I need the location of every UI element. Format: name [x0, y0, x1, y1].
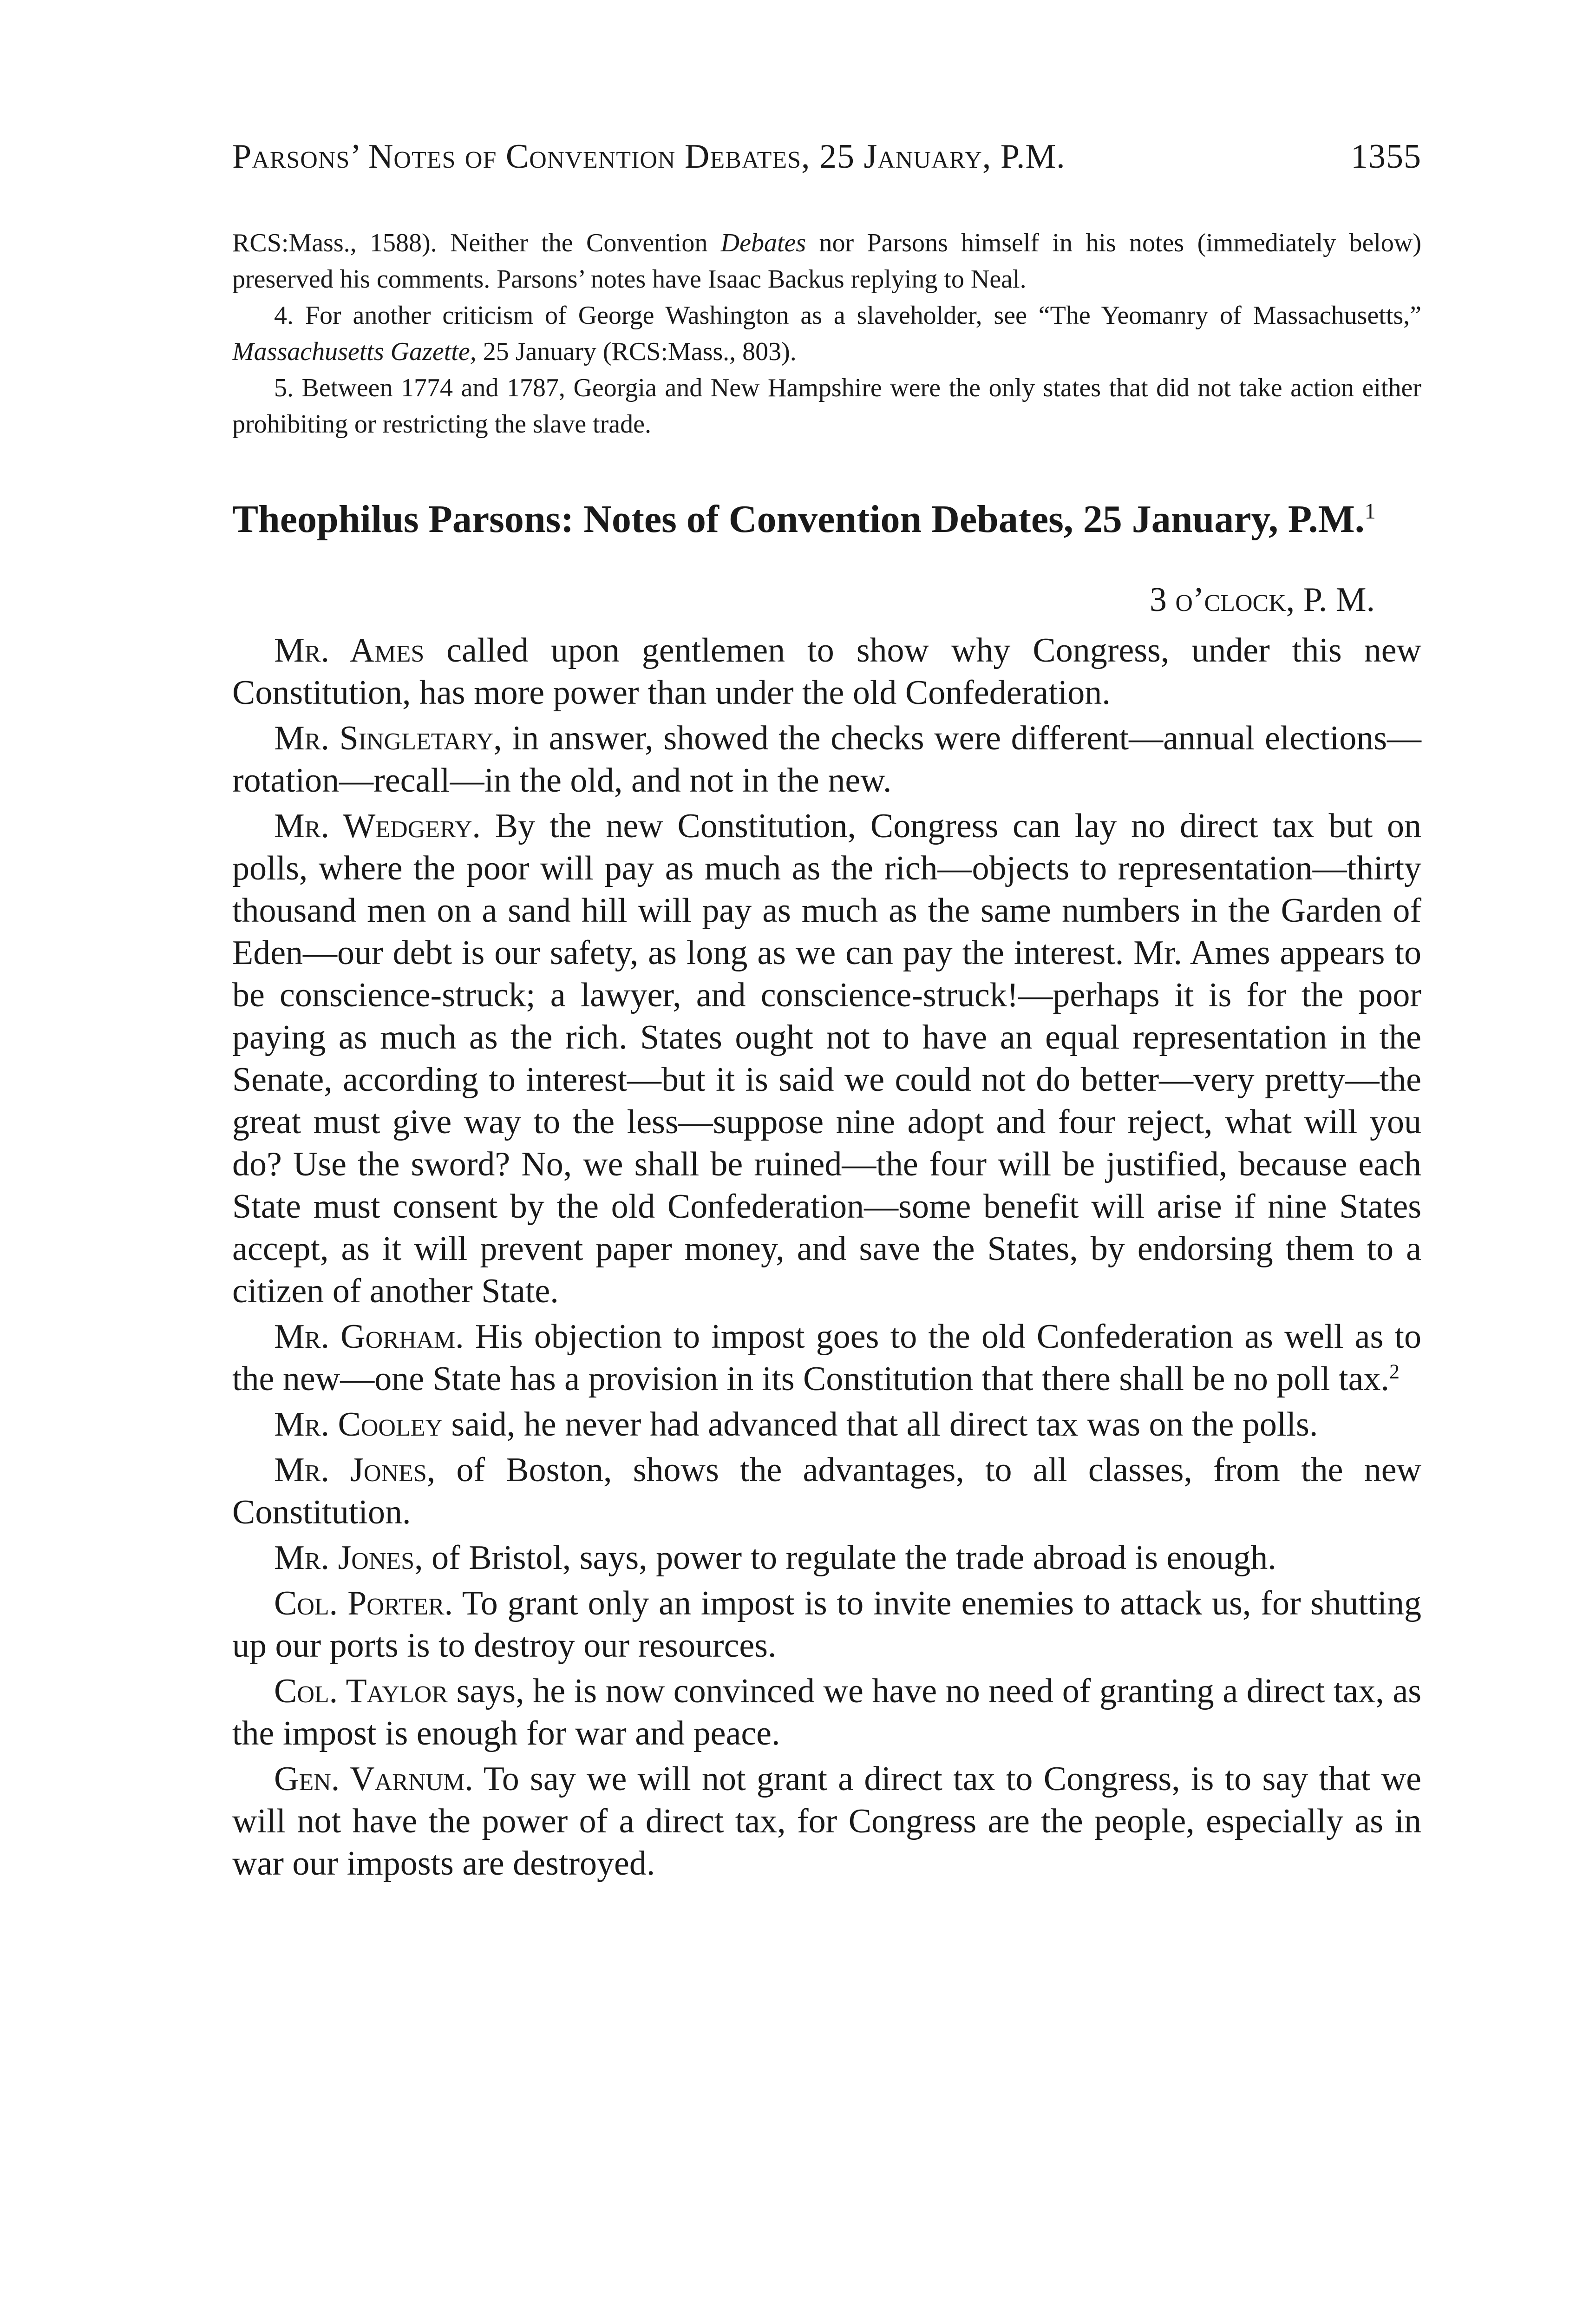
speech [232, 1579, 1421, 1667]
speech-text: By the new Constitution, Congress can lay no direct tax but on polls, where the poor will pay as much as the rich—objects to representation—thirty thousand men on a sand hill will pay as much as the same numbers in the Garden of Eden—our debt is our safety, as long as we can pay the interest. Mr. Ames appears to be conscience-struck; a lawyer, and conscience-struck!—perhaps it is for the poor paying as much as the rich. States ought not to have an equal representation in the Senate, according to interest—but it is said we could not do better—very pretty—the great must give way to the less—suppose nine adopt and four reject, what will you do? Use the sword? No, we shall be ruined—the four will be justified, because each State must consent by the old Confederation—some benefit will arise if nine States accept, as it will prevent paper money, and save the States, by endorsing them to a citizen of another State. [232, 807, 1421, 1311]
document-title [232, 498, 1421, 541]
speaker-name: Mr. Singletary, [274, 719, 502, 758]
speech-text: His objection to impost goes to the old Confederation as well as to the new—one State has a provision in its Constitution that there shall be no poll tax. [232, 1318, 1421, 1398]
speech-text: To say we will not grant a direct tax to Congress, is to say that we will not have the power of a direct tax, for Congress are the people, especially as in war our imposts are destroyed. [232, 1760, 1421, 1883]
speech [232, 1667, 1421, 1755]
page [232, 139, 1421, 1885]
speech-text: says, he is now convinced we have no need of granting a direct tax, as the impost is enough for war and peace. [232, 1672, 1421, 1753]
footnote-text: RCS:Mass., 1588). Neither the Convention [232, 229, 721, 257]
note-ref: 2 [1389, 1360, 1400, 1383]
footnote-continued [232, 225, 1421, 297]
speech-text: of Boston, shows the advantages, to all classes, from the new Constitution. [232, 1451, 1421, 1532]
footnote-italic: Massachusetts Gazette, [232, 337, 477, 366]
footnote-text: 4. For another criticism of George Washington as a slaveholder, see “The Yeomanry of Massachusetts,” [274, 301, 1421, 330]
footnote-italic: Debates [720, 229, 806, 257]
speaker-name: Mr. Jones, [274, 1451, 436, 1490]
footnote-4 [232, 297, 1421, 370]
page-number: 1355 [1351, 138, 1421, 176]
speech [232, 1312, 1421, 1400]
speech [232, 1446, 1421, 1534]
footnote-text: 25 January (RCS:Mass., 803). [476, 337, 797, 366]
speech [232, 802, 1421, 1312]
title-note-ref: 1 [1364, 499, 1376, 524]
speech-text: To grant only an impost is to invite enemies to attack us, for shutting up our ports is to destroy our resources. [232, 1584, 1421, 1665]
debate-notes [232, 626, 1421, 1885]
running-head [232, 139, 1421, 174]
speech [232, 626, 1421, 714]
footnote-text: nor Parsons himself in his notes (immediately below) preserved his comments. Parsons’ notes have Isaac Backus replying to Neal. [232, 229, 1421, 294]
speech-text: in answer, showed the checks were different—annual elections—rotation—recall—in the old, and not in the new. [232, 719, 1422, 800]
speaker-name: Col. Taylor [274, 1672, 448, 1711]
speech [232, 714, 1421, 802]
speaker-name: Mr. Cooley [274, 1405, 443, 1444]
speech [232, 1534, 1421, 1579]
document-title-text: Theophilus Parsons: Notes of Convention Debates, 25 January, P.M. [232, 498, 1365, 541]
speaker-name: Mr. Gorham. [274, 1318, 464, 1356]
footnotes [232, 225, 1421, 442]
speech [232, 1755, 1421, 1885]
speech-text: said, he never had advanced that all direct tax was on the polls. [443, 1405, 1318, 1444]
speech-text: called upon gentlemen to show why Congress, under this new Constitution, has more power than under the old Confederation. [232, 631, 1421, 712]
session-time: 3 o’clock, P. M. [1149, 581, 1375, 619]
speaker-name: Mr. Wedgery. [274, 807, 481, 846]
speech-text: of Bristol, says, power to regulate the trade abroad is enough. [423, 1539, 1276, 1577]
speaker-name: Mr. Ames [274, 631, 425, 670]
running-title: Parsons’ Notes of Convention Debates, 25 January, P.M. [232, 138, 1066, 176]
footnote-5: 5. Between 1774 and 1787, Georgia and New Hampshire were the only states that did not take action either prohibiting or restricting the slave trade. [232, 374, 1421, 439]
speaker-name: Mr. Jones, [274, 1539, 423, 1577]
speaker-name: Col. Porter. [274, 1584, 453, 1623]
speaker-name: Gen. Varnum. [274, 1760, 473, 1798]
speech [232, 1400, 1421, 1446]
